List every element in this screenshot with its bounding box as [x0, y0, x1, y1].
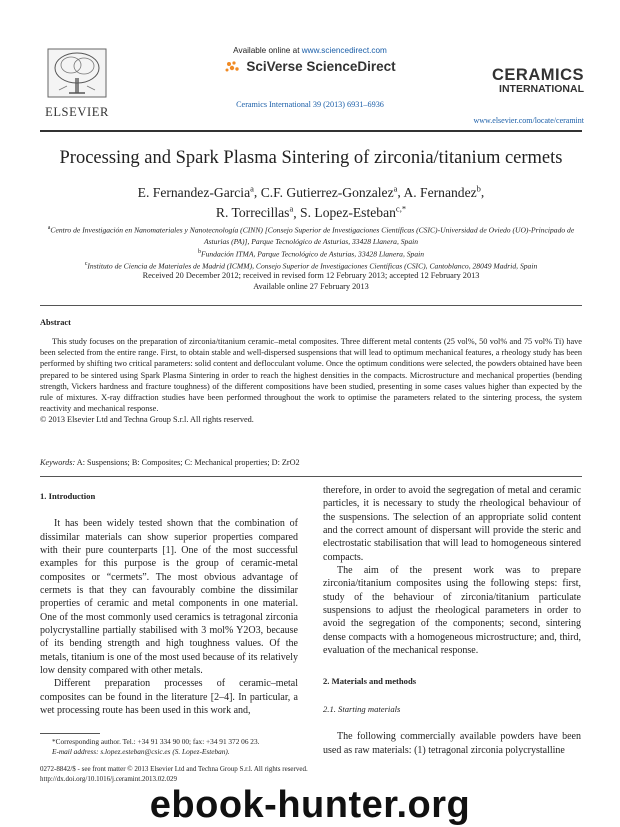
abstract-body	[40, 336, 582, 426]
journal-logo	[444, 66, 584, 95]
journal-reference[interactable]: Ceramics International 39 (2013) 6931–6936	[236, 100, 384, 109]
author[interactable]: A. Fernandez$^b$	[403, 183, 481, 200]
journal-name-line1: CERAMICS	[491, 66, 584, 84]
abstract-top-divider	[40, 305, 582, 306]
affiliation: $^c$Instituto de Ciencia de Materiales de Madrid (ICMM), Consejo Superior de Investigaciones Científicas (CSIC), Cantoblanco, 28049 Madrid, Spain	[84, 261, 538, 271]
abstract-bottom-divider	[40, 476, 582, 477]
watermark-banner: ebook-hunter.org	[149, 784, 471, 826]
journal-url-link[interactable]: www.elsevier.com/locate/ceramint	[473, 116, 584, 125]
journal-header-center	[150, 46, 470, 109]
footnote-divider	[40, 733, 100, 734]
elsevier-tree-icon	[47, 48, 107, 98]
footnote-contact: *Corresponding author. Tel.: +34 91 334 90 00; fax: +34 91 372 06 23.	[52, 737, 260, 746]
article-title: Processing and Spark Plasma Sintering of zirconia/titanium cermets	[59, 148, 563, 168]
author[interactable]: S. Lopez-Esteban$^{c,*}$	[300, 203, 407, 221]
publisher-name: ELSEVIER	[45, 105, 109, 119]
intro-paragraph-4: The aim of the present work was to prepare zirconia/titanium composites using the following steps: first, study of the behaviour of zirconia/titanium particulate suspensions to adjust the rheological parameters in order to avoid the segregation of the components; second, sintering dense compacts with a homogeneous microstructure; and, third, evaluation of the mechanical response.	[323, 565, 581, 657]
received-dates: Received 20 December 2012; received in revised form 12 February 2013; accepted 12 February 2013	[142, 271, 480, 280]
article-dates	[40, 270, 582, 292]
subsection-heading-starting-materials: 2.1. Starting materials	[323, 703, 401, 714]
section-heading-introduction: 1. Introduction	[40, 491, 96, 501]
keywords: Keywords: A: Suspensions; B: Composites; C: Mechanical properties; D: ZrO2	[40, 458, 300, 467]
header-divider	[40, 130, 582, 132]
article-meta	[40, 764, 308, 784]
intro-paragraph-2: Different preparation processes of ceramic–metal composites can be found in the literature [2–4]. In particular, a wet processing route has been used in this work and,	[40, 678, 298, 717]
sciencedirect-link[interactable]: www.sciencedirect.com	[301, 46, 387, 55]
publisher-logo	[42, 48, 112, 120]
left-column	[40, 484, 298, 718]
affiliation: $^a$Centro de Investigación en Nanomateriales y Nanotecnología (CINN) [Consejo Superior de Investigaciones Científicas (CSIC)-Universidad de Oviedo (UO)-Principado de Asturias (PA)], Parque Tecnológico de Asturias, 33428 Llanera, Spain	[47, 225, 575, 246]
author-list: E. Fernandez-Garcia$^a$, C.F. Gutierrez-Gonzalez$^a$, A. Fernandez$^b$, R. Torrecillas$^a$, S. Lopez-Esteban$^{c,*}$	[137, 183, 485, 221]
abstract-heading: Abstract	[40, 318, 71, 327]
issn-line: 0272-8842/$ - see front matter © 2013 Elsevier Ltd and Techna Group S.r.l. All rights reserved.	[40, 765, 308, 773]
sciencedirect-logo-icon	[224, 60, 240, 74]
platform-name: SciVerse ScienceDirect	[150, 59, 470, 74]
corresponding-author-footnote	[40, 737, 300, 757]
copyright-line: © 2013 Elsevier Ltd and Techna Group S.r.l. All rights reserved.	[40, 415, 254, 425]
section-heading-materials: 2. Materials and methods	[323, 676, 417, 687]
affiliation: $^b$Fundación ITMA, Parque Tecnológico de Asturias, 33428 Llanera, Spain	[197, 248, 425, 259]
intro-paragraph-1: It has been widely tested shown that the combination of dissimilar materials can show superior properties compared with their pure counterparts [1]. One of the most successful examples for this purpose is the group of ceramic-metal composites or “cermets”. The most obvious advantage of cermets is that they can favourably combine the dissimilar properties of ceramic and metal components in one material. One of the most commonly used ceramics is tetragonal zirconia polycrystalline partially stabilised with 3 mol% Y2O3, because of its bending strength and high toughness values. Of the metals, titanium is one of the most used because of its relatively low density compared with other metals.	[40, 518, 298, 677]
author[interactable]: R. Torrecillas$^a$	[215, 203, 294, 221]
right-column	[323, 484, 581, 757]
author[interactable]: E. Fernandez-Garcia$^a$	[137, 183, 254, 200]
affiliations	[40, 223, 582, 272]
intro-paragraph-3: therefore, in order to avoid the segregation of metal and ceramic particles, it is necessary to study the rheological behaviour of the suspensions. The selection of an appropriate solid content and the correct amount of dispersant will provide the steric and electrostatic stabilisation that will lead to homogeneous sintered compacts.	[323, 485, 581, 563]
footnote-email[interactable]: E-mail address: s.lopez.esteban@csic.es (S. Lopez-Esteban).	[52, 747, 230, 756]
abstract-text: This study focuses on the preparation of zirconia/titanium ceramic–metal composites. Three different metal contents (25 vol%, 50 vol% and 75 vol% Ti) have been selected from the entire range. First, to obtain stable and well-dispersed suspensions that will lead to optimum mechanical features, a rheology study has been performed by shifting two critical parameters: solid content and deflocculant volume. Once the optimum conditions were selected, the powders obtained have been prepared to be sintered using Spark Plasma Sintering in order to reach the highest densities in the compacts. Microstructure and mechanical properties (bending strength, Vickers hardness and fracture toughness) of the different compositions have been studied, presenting in some cases values higher than expected by the rule of mixtures. X-ray diffraction studies have been performed throughout the work to optimise the parameters related to the sintering process, the system reactivity and mechanical response.	[40, 337, 582, 414]
author[interactable]: C.F. Gutierrez-Gonzalez$^a$	[260, 183, 398, 200]
doi-link[interactable]: http://dx.doi.org/10.1016/j.ceramint.2013.02.029	[40, 775, 177, 783]
journal-name-line2: INTERNATIONAL	[499, 83, 584, 95]
online-date: Available online 27 February 2013	[253, 282, 369, 291]
materials-paragraph-1: The following commercially available powders have been used as raw materials: (1) tetragonal zirconia polycrystalline	[323, 731, 581, 756]
availability-line: Available online at www.sciencedirect.com	[233, 46, 387, 55]
